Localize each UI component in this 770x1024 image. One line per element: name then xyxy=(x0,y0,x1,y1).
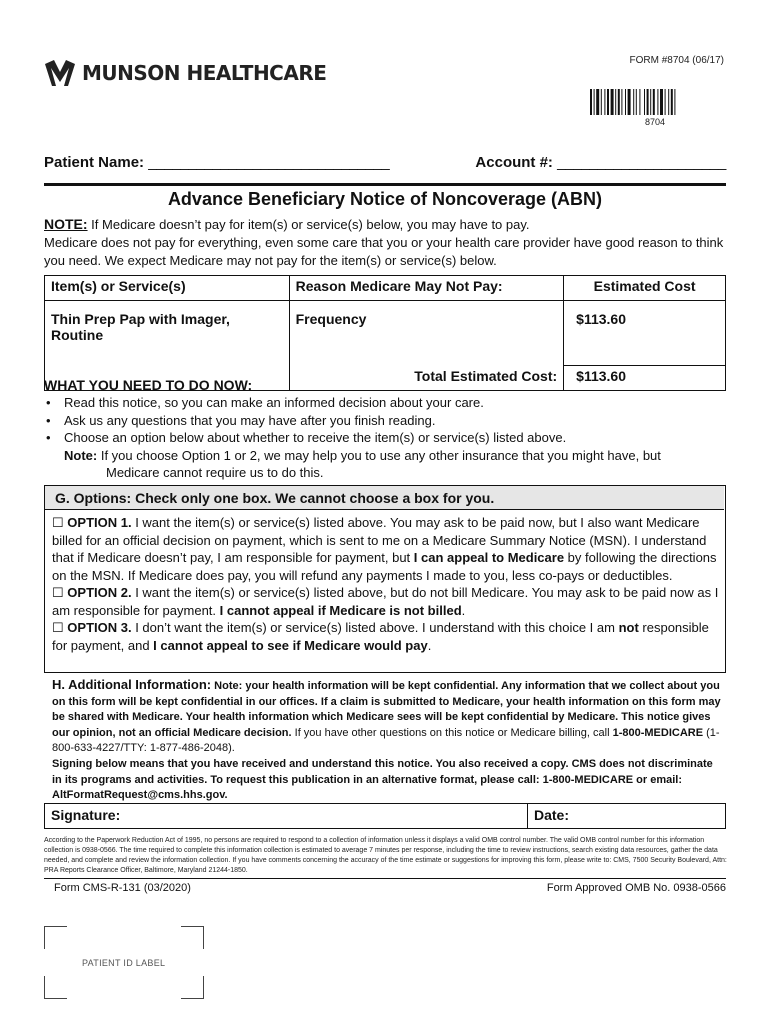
option-3-bold: I cannot appeal to see if Medicare would pay xyxy=(153,637,428,653)
barcode xyxy=(590,89,725,115)
barcode-bar xyxy=(668,89,669,115)
barcode-bar xyxy=(671,89,673,115)
signing-statement: Signing below means that you have received and understand this notice. You also received a copy. CMS does not discriminate in its programs and activities. To request this publication in an alternative format, please call: 1-800-MEDICARE or email: AltFormatRequest@cms.hhs.gov. xyxy=(52,757,713,802)
option-2 xyxy=(52,584,724,619)
title-rule xyxy=(44,183,726,186)
list-item: • Ask us any questions that you may have after you finish reading. xyxy=(44,412,734,430)
barcode-bar xyxy=(644,89,645,115)
cost-cell: $113.60 xyxy=(564,301,726,366)
option-2-label: OPTION 2. xyxy=(67,585,132,600)
note-line2: Medicare does not pay for everything, even some care that you or your health care provider have good reason to think you need. We expect Medicare may not pay for the item(s) or service(s) below. xyxy=(44,235,724,268)
munson-logo-icon xyxy=(42,58,78,88)
option-1-bold: I can appeal to Medicare xyxy=(413,550,565,565)
table-header-row xyxy=(45,276,726,301)
barcode-bar xyxy=(660,89,663,115)
option-2-text-end: . xyxy=(461,602,466,618)
barcode-bar xyxy=(650,89,651,115)
total-label: Total Estimated Cost: xyxy=(289,366,564,391)
date-field[interactable]: Date: xyxy=(534,807,570,823)
option-2-text: I want the item(s) or service(s) listed above, but do not bill Medicare. You may ask to be paid now as I am responsible for payment. xyxy=(52,585,719,618)
additional-bold: Note: your health information will be kept confidential. Any information that we collect about you on this form will be kept confidential in our offices. If a claim is submitted to Medicare, your health information on this form may be shared with Medicare. Your health information which Medicare sees will be kept confidential by Medicare. This notice gives our opinion, not an official Medicare decision. xyxy=(52,680,721,739)
signature-field[interactable]: Signature: xyxy=(45,804,528,828)
additional-information xyxy=(52,677,724,804)
pra-statement: According to the Paperwork Reduction Act of 1995, no persons are required to respond to a collection of information unless it displays a valid OMB control number. The valid OMB control number for this information collection is 0938-0566. The time required to complete this information collection is estimated to average 7 minutes per response, including the time to review instructions, search existing data resources, gather the data needed, and complete and review the information collection. If you have comments concerning the accuracy of the time estimate or suggestions for improving this form, please write to: CMS, 7500 Security Boulevard, Attn: PRA Reports Clearance Officer, Baltimore, Maryland 21244-1850. xyxy=(44,837,727,874)
list-item: • Choose an option below about whether to receive the item(s) or service(s) listed above. xyxy=(44,429,734,447)
form-number: FORM #8704 (06/17) xyxy=(629,55,724,66)
options-heading: G. Options: Check only one box. We cannot choose a box for you. xyxy=(45,486,724,510)
reason-cell: Frequency xyxy=(289,301,564,366)
col-header-item: Item(s) or Service(s) xyxy=(45,276,290,301)
option-3-text-end: . xyxy=(427,637,432,653)
items-table xyxy=(44,275,726,391)
barcode-bar xyxy=(594,89,595,115)
label-corner xyxy=(44,926,67,949)
barcode-bar xyxy=(636,89,637,115)
option-note-text2: Medicare cannot require us to do this. xyxy=(106,465,324,480)
option-note xyxy=(44,447,734,465)
barcode-bar xyxy=(653,89,655,115)
col-header-reason: Reason Medicare May Not Pay: xyxy=(289,276,564,301)
option-2-bold: I cannot appeal if Medicare is not billed xyxy=(219,602,462,618)
account-blank: _____________________ xyxy=(557,154,726,171)
patient-name-label: Patient Name: xyxy=(44,154,145,171)
barcode-bar xyxy=(607,89,609,115)
barcode-bar xyxy=(657,89,658,115)
option-3-text-mid: responsible for payment, and xyxy=(52,620,709,653)
option-1-checkbox[interactable]: ☐ xyxy=(52,515,64,530)
label-corner xyxy=(44,976,67,999)
label-corner xyxy=(181,926,204,949)
label-corner xyxy=(181,976,204,999)
col-header-cost: Estimated Cost xyxy=(564,276,726,301)
barcode-bar xyxy=(604,89,605,115)
option-1-label: OPTION 1. xyxy=(67,515,132,530)
note-line1: If Medicare doesn’t pay for item(s) or service(s) below, you may have to pay. xyxy=(87,217,530,232)
barcode-bar xyxy=(633,89,634,115)
additional-heading: H. Additional Information: xyxy=(52,677,212,692)
barcode-bar xyxy=(665,89,666,115)
note-label: NOTE: xyxy=(44,216,88,232)
patient-account-line xyxy=(44,154,726,171)
barcode-bar xyxy=(601,89,602,115)
option-1-text-end: by following the directions on the MSN. If Medicare does pay, you will refund any payments I made to you, less co-pays or deductibles. xyxy=(52,550,717,583)
barcode-bar xyxy=(596,89,599,115)
page-title: Advance Beneficiary Notice of Noncoverage (ABN) xyxy=(167,189,603,209)
options-list xyxy=(52,514,724,654)
barcode-bar xyxy=(621,89,622,115)
account-number-field[interactable] xyxy=(475,154,726,171)
barcode-bar xyxy=(611,89,614,115)
option-2-checkbox[interactable]: ☐ xyxy=(52,585,64,600)
option-3-bold-not: not xyxy=(618,620,639,635)
barcode-number: 8704 xyxy=(645,117,666,127)
barcode-bar xyxy=(625,89,626,115)
what-to-do-list xyxy=(44,394,734,482)
additional-text: If you have other questions on this notice or Medicare billing, call xyxy=(291,726,613,739)
account-label: Account #: xyxy=(475,154,553,171)
option-3-text: I don’t want the item(s) or service(s) listed above. I understand with this choice I am xyxy=(131,620,619,635)
barcode-bar xyxy=(590,89,592,115)
option-1-text: I want the item(s) or service(s) listed above. You may ask to be paid now, but I also want Medicare billed for an official decision on payment, which is sent to me on a Medicare Summary Notice (MSN). I understand that if Medicare doesn’t pay, I am responsible for payment, but xyxy=(52,515,707,565)
org-name: MUNSON HEALTHCARE xyxy=(82,61,327,85)
option-note-label: Note: xyxy=(64,447,98,463)
patient-id-label: PATIENT ID LABEL xyxy=(82,958,166,968)
table-row xyxy=(45,301,726,366)
barcode-bar xyxy=(674,89,675,115)
list-item: • Read this notice, so you can make an informed decision about your care. xyxy=(44,394,734,412)
signature-row xyxy=(44,803,726,829)
what-to-do-heading: WHAT YOU NEED TO DO NOW: xyxy=(44,377,253,393)
note-section xyxy=(44,215,734,270)
barcode-bar xyxy=(628,89,631,115)
barcode-bar xyxy=(639,89,640,115)
barcode-bar xyxy=(618,89,620,115)
option-note-text: If you choose Option 1 or 2, we may help you to use any other insurance that you might have, but xyxy=(97,447,661,463)
barcode-bar xyxy=(615,89,616,115)
total-value: $113.60 xyxy=(564,366,726,391)
barcode-bar xyxy=(647,89,649,115)
option-1 xyxy=(52,514,724,584)
additional-text2: (1-800-633-4227/TTY: 1-877-486-2048). xyxy=(52,726,720,755)
option-3-label: OPTION 3. xyxy=(67,620,132,635)
option-3-checkbox[interactable]: ☐ xyxy=(52,620,64,635)
medicare-phone: 1-800-MEDICARE xyxy=(612,726,704,739)
omb-number: Form Approved OMB No. 0938-0566 xyxy=(546,882,726,894)
munson-logo xyxy=(42,58,326,88)
item-cell: Thin Prep Pap with Imager, Routine xyxy=(45,301,290,391)
footer xyxy=(44,878,726,895)
patient-name-blank: ______________________________ xyxy=(148,154,390,171)
form-id: Form CMS-R-131 (03/2020) xyxy=(54,882,191,894)
patient-name-field[interactable] xyxy=(44,154,389,171)
option-3 xyxy=(52,619,724,654)
